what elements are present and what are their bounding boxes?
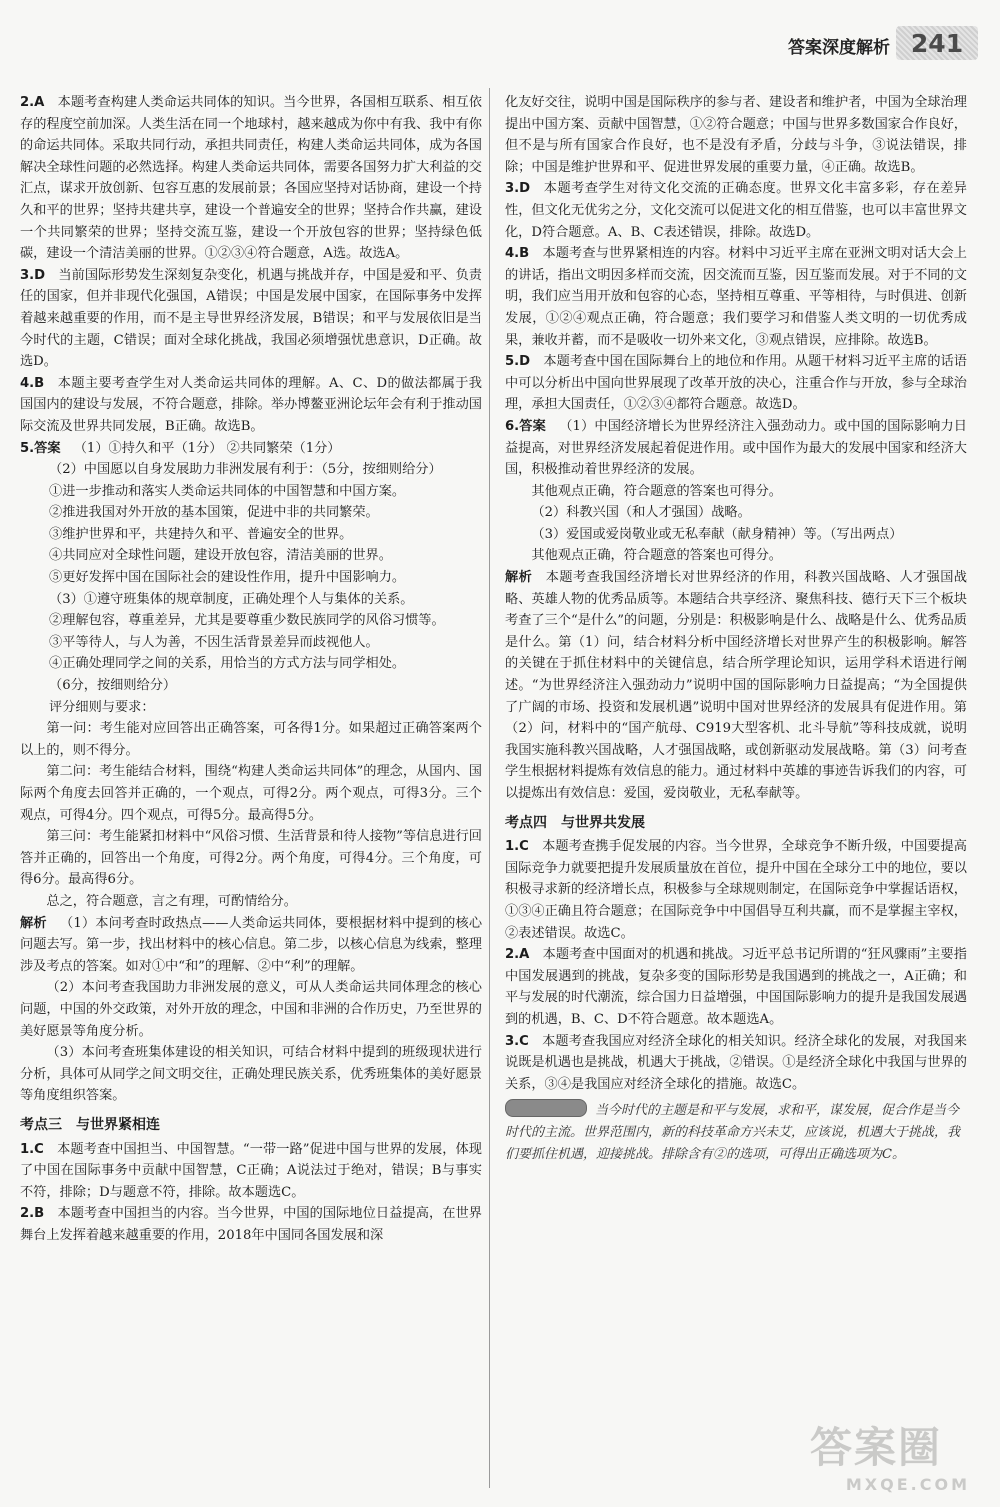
item-number: 4.B (20, 375, 45, 391)
item-text: （1）本问考查时政热点——人类命运共同体，要根据材料中提到的核心问题去写。第一步，找出材料中的核心信息。第二步，以核心信息为线索，整理涉及考点的答案。如对①中“和”的理解、②中“利”的理解。 (20, 915, 483, 974)
item-number: 2.A (505, 947, 530, 963)
item-number: 1.C (505, 839, 529, 855)
answer-item (20, 1203, 482, 1246)
answer-paragraph (20, 718, 482, 761)
answer-item (505, 944, 967, 1030)
tip-box (505, 1099, 967, 1166)
column-divider (489, 88, 490, 1488)
item-number: 4.B (505, 246, 530, 262)
answer-item (505, 178, 967, 243)
answer-paragraph (20, 610, 482, 632)
item-text: 本题考查中国担当的内容。当今世界，中国的国际地位日益提高，在世界舞台上发挥着越来越重要的作用，2018年中国同各国发展和深 (20, 1206, 482, 1243)
tip-text: 当今时代的主题是和平与发展，求和平，谋发展，促合作是当今时代的主流。世界范围内，新的科技革命方兴未艾，应该说，机遇大于挑战，我们要抓住机遇，迎接挑战。排除含有②的选项，可得出正确选项为C。 (505, 1103, 961, 1163)
item-text: 总之，符合题意，言之有理，可酌情给分。 (46, 893, 297, 909)
section-heading: 考点三 与世界紧相连 (20, 1116, 160, 1133)
answer-item (505, 243, 967, 351)
answer-item (505, 836, 967, 944)
item-text: 当前国际形势发生深刻复杂变化，机遇与挑战并存，中国是爱和平、负责任的国家，但并非现代化强国，A错误；中国是发展中国家，在国际事务中发挥着越来越重要的作用，而不是主导世界经济发展，B错误；和平与发展依旧是当今时代的主题，C错误；面对全球化挑战，我国必须增强忧患意识，D正确。故选D。 (20, 267, 482, 370)
item-text: （2）科教兴国（和人才强国）战略。 (531, 505, 751, 521)
item-text: 评分细则与要求： (49, 699, 155, 715)
answer-item (505, 567, 967, 805)
item-text: 本题主要考查学生对人类命运共同体的理解。A、C、D的做法都属于我国国内的建设与发展，不符合题意，排除。举办博鳌亚洲论坛年会有利于推动国际交流及世界共同发展，B正确。故选B。 (20, 375, 482, 434)
item-number: 3.C (505, 1033, 529, 1049)
item-text: 其他观点正确，符合题意的答案也可得分。 (531, 548, 782, 564)
answer-paragraph (20, 502, 482, 524)
watermark-logo (810, 1415, 970, 1495)
item-text: 本题考查中国在国际舞台上的地位和作用。从题干材料习近平主席的话语中可以分析出中国向世界展现了改革开放的决心，注重合作与开放，参与全球治理，承担大国责任，①②③④都符合题意。故选D。 (505, 354, 967, 413)
watermark-sub: MXQE.COM (845, 1475, 970, 1494)
answer-item (20, 438, 482, 460)
item-text: 本题考查构建人类命运共同体的知识。当今世界，各国相互联系、相互依存的程度空前加深。人类生活在同一个地球村，越来越成为你中有我、我中有你的命运共同体。采取共同行动，承担共同责任，构建人类命运共同体，成为各国解决全球性问题的必然选择。构建人类命运共同体，需要各国努力扩大利益的交汇点，谋求开放创新、包容互惠的发展前景；各国应坚持对话协商，建设一个持久和平的世界；坚持共建共享，建设一个普遍安全的世界；坚持合作共赢，建设一个共同繁荣的世界；坚持交流互鉴，建设一个开放包容的世界；坚持绿色低碳，建设一个清洁美丽的世界。①②③④符合题意，A选。故选A。 (20, 95, 482, 262)
answer-item (20, 265, 482, 373)
item-text: ④正确处理同学之间的关系，用恰当的方式方法与同学相处。 (49, 656, 406, 672)
item-number: 5.答案 (20, 440, 61, 456)
item-text: 本题考查与世界紧相连的内容。材料中习近平主席在亚洲文明对话大会上的讲话，指出文明因多样而交流，因交流而互鉴，因互鉴而发展。对于不同的文明，我们应当用开放和包容的心态，坚持相互尊重、平等相待，与时俱进、创新发展，①②④观点正确，符合题意；我们要学习和借鉴人类文明的一切优秀成果，兼收并蓄，而不是吸收一切外来文化，③观点错误，应排除。故选B。 (505, 246, 967, 348)
item-number: 解析 (20, 915, 47, 931)
item-text: ②理解包容，尊重差异，尤其是要尊重少数民族同学的风俗习惯等。 (49, 613, 445, 629)
answer-paragraph (20, 697, 482, 719)
item-text: （3）本问考查班集体建设的相关知识，可结合材料中提到的班级现状进行分析，具体可从同学之间文明交往，正确处理民族关系，优秀班集体的美好愿景等角度组织答案。 (20, 1045, 482, 1104)
right-column (505, 92, 967, 1166)
answer-item (20, 1139, 482, 1204)
item-number: 5.D (505, 354, 531, 370)
item-text: 本题考查我国经济增长对世界经济的作用，科教兴国战略、人才强国战略、英雄人物的优秀品质等。本题结合共享经济、聚焦科技、德行天下三个板块考查了三个“是什么”的问题，分别是：积极影响是什么、战略是什么、优秀品质是什么。第（1）问，结合材料分析中国经济增长对世界产生的积极影响。解答的关键在于抓住材料中的关键信息，结合所学理论知识，运用学科术语进行阐述。“为世界经济注入强劲动力”说明中国的国际影响力日益提高；“为全国提供了广阔的市场、投资和发展机遇”说明中国对世界经济的发展具有促进作用。第（2）问，材料中的“国产航母、C919大型客机、北斗导航”等科技成就，说明我国实施科教兴国战略，人才强国战略，或创新驱动发展战略。第（3）问考查学生根据材料提炼有效信息的能力。通过材料中英雄的事迹告诉我们的内容，可以提炼出有效信息：爱国，爱岗敬业，无私奉献等。 (505, 570, 967, 801)
answer-paragraph (20, 761, 482, 826)
item-text: 本题考查携手促发展的内容。当今世界，全球竞争不断升级，中国要提高国际竞争力就要把提升发展质量放在首位，提升中国在全球分工中的地位，要以积极寻求新的经济增长点，积极参与全球规则制定，在国际竞争中掌握话语权，①③④正确且符合题意；在国际竞争中中国倡导互利共赢，而不是掌握主宰权，②表述错误。故选C。 (505, 839, 967, 941)
item-text: 化友好交往，说明中国是国际秩序的参与者、建设者和维护者，中国为全球治理提出中国方案、贡献中国智慧，①②符合题意；中国与世界多数国家合作良好，但不是与所有国家合作良好，也不是没有矛盾，分歧与斗争，③说法错误，排除；中国是维护世界和平、促进世界发展的重要力量，④正确。故选B。 (505, 95, 967, 175)
header-title: 答案深度解析 (788, 38, 890, 58)
item-text: （2）本问考查我国助力非洲发展的意义，可从人类命运共同体理念的核心问题，中国的外交政策，对外开放的理念，中国和非洲的合作历史，乃至世界的美好愿景等角度分析。 (20, 980, 482, 1039)
item-text: ③平等待人，与人为善，不因生活背景差异而歧视他人。 (49, 634, 379, 650)
answer-paragraph (505, 502, 967, 524)
item-text: ③维护世界和平，共建持久和平、普遍安全的世界。 (49, 526, 353, 542)
answer-paragraph (20, 653, 482, 675)
answer-paragraph (20, 524, 482, 546)
answer-paragraph (20, 459, 482, 481)
answer-paragraph (20, 632, 482, 654)
answer-item (20, 913, 482, 978)
answer-paragraph (20, 589, 482, 611)
item-number: 2.B (20, 1206, 45, 1222)
page-number: 241 (896, 26, 978, 60)
item-text: （1）中国经济增长为世界经济注入强劲动力。或中国的国际影响力日益提高，对世界经济发展起着促进作用。或中国作为最大的发展中国家和经济大国，积极推动着世界经济的发展。 (505, 418, 967, 478)
answer-paragraph (20, 1042, 482, 1107)
answer-paragraph (505, 524, 967, 546)
item-number: 3.D (20, 267, 46, 283)
item-text: 本题考查中国担当、中国智慧。“一带一路”促进中国与世界的发展，体现了中国在国际事务中贡献中国智慧，C正确；A说法过于绝对，错误；B与事实不符，排除；D与题意不符，排除。故本题选C。 (20, 1141, 482, 1200)
answer-item (20, 373, 482, 438)
item-text: ②推进我国对外开放的基本国策，促进中非的共同繁荣。 (49, 505, 379, 521)
answer-item (505, 416, 967, 481)
item-text: （3）①遵守班集体的规章制度，正确处理个人与集体的关系。 (49, 591, 414, 607)
answer-paragraph (20, 826, 482, 891)
item-text: （1）①持久和平（1分） ②共同繁荣（1分） (73, 440, 341, 456)
item-text: （3）爱国或爱岗敬业或无私奉献（献身精神）等。（写出两点） (531, 526, 903, 542)
item-text: 本题考查中国面对的机遇和挑战。习近平总书记所谓的“狂风骤雨”主要指中国发展遇到的挑战，复杂多变的国际形势是我国遇到的挑战之一，A正确；和平与发展的时代潮流，综合国力日益增强，中国国际影响力的提升是我国发展遇到的机遇，B、C、D不符合题意。故本题选A。 (505, 947, 967, 1027)
answer-paragraph (20, 545, 482, 567)
item-text: 本题考查学生对待文化交流的正确态度。世界文化丰富多彩，存在差异性，但文化无优劣之分，文化交流可以促进文化的相互借鉴，也可以丰富世界文化，D符合题意。A、B、C表述错误，排除。故选D。 (505, 181, 967, 240)
answer-paragraph (20, 567, 482, 589)
item-number: 2.A (20, 95, 45, 110)
answer-item (505, 351, 967, 416)
item-number: 3.D (505, 181, 531, 197)
item-text: （2）中国愿以自身发展助力非洲发展有利于：（5分，按细则给分） (49, 462, 442, 478)
answer-item (20, 92, 482, 265)
answer-paragraph (20, 675, 482, 697)
method-badge-icon (505, 1099, 587, 1117)
answer-paragraph (20, 891, 482, 913)
item-text: 第二问：考生能结合材料，围绕“构建人类命运共同体”的理念，从国内、国际两个角度去回答并正确的，一个观点，可得2分。两个观点，可得3分。三个观点，可得4分。四个观点，可得5分。最高得5分。 (20, 764, 482, 823)
answer-paragraph (505, 481, 967, 503)
answer-paragraph (505, 545, 967, 567)
item-text: 其他观点正确，符合题意的答案也可得分。 (531, 483, 782, 499)
item-number: 解析 (505, 570, 533, 586)
answer-paragraph (20, 481, 482, 503)
section-heading: 考点四 与世界共发展 (505, 814, 645, 831)
item-text: （6分，按细则给分） (49, 678, 177, 694)
page-header (0, 0, 1000, 72)
item-number: 1.C (20, 1141, 44, 1157)
right-column-body (505, 92, 967, 1095)
item-text: ①进一步推动和落实人类命运共同体的中国智慧和中国方案。 (49, 483, 406, 499)
answer-paragraph (505, 92, 967, 178)
left-column (20, 92, 482, 1246)
item-number: 6.答案 (505, 418, 546, 434)
answer-item (505, 1031, 967, 1096)
watermark-main: 答案圈 (810, 1423, 943, 1472)
item-text: 本题考查我国应对经济全球化的相关知识。经济全球化的发展，对我国来说既是机遇也是挑战，机遇大于挑战，②错误。①是经济全球化中我国与世界的关系，③④是我国应对经济全球化的措施。故选C。 (505, 1033, 967, 1092)
answer-paragraph (20, 977, 482, 1042)
item-text: ④共同应对全球性问题，建设开放包容，清洁美丽的世界。 (49, 548, 392, 564)
item-text: 第三问：考生能紧扣材料中“风俗习惯、生活背景和待人接物”等信息进行回答并正确的，回答出一个角度，可得2分。两个角度，可得4分。三个角度，可得6分。最高得6分。 (20, 829, 482, 888)
item-text: 第一问：考生能对应回答出正确答案，可各得1分。如果超过正确答案两个以上的，则不得分。 (20, 721, 482, 758)
item-text: ⑤更好发挥中国在国际社会的建设性作用，提升中国影响力。 (49, 570, 406, 586)
